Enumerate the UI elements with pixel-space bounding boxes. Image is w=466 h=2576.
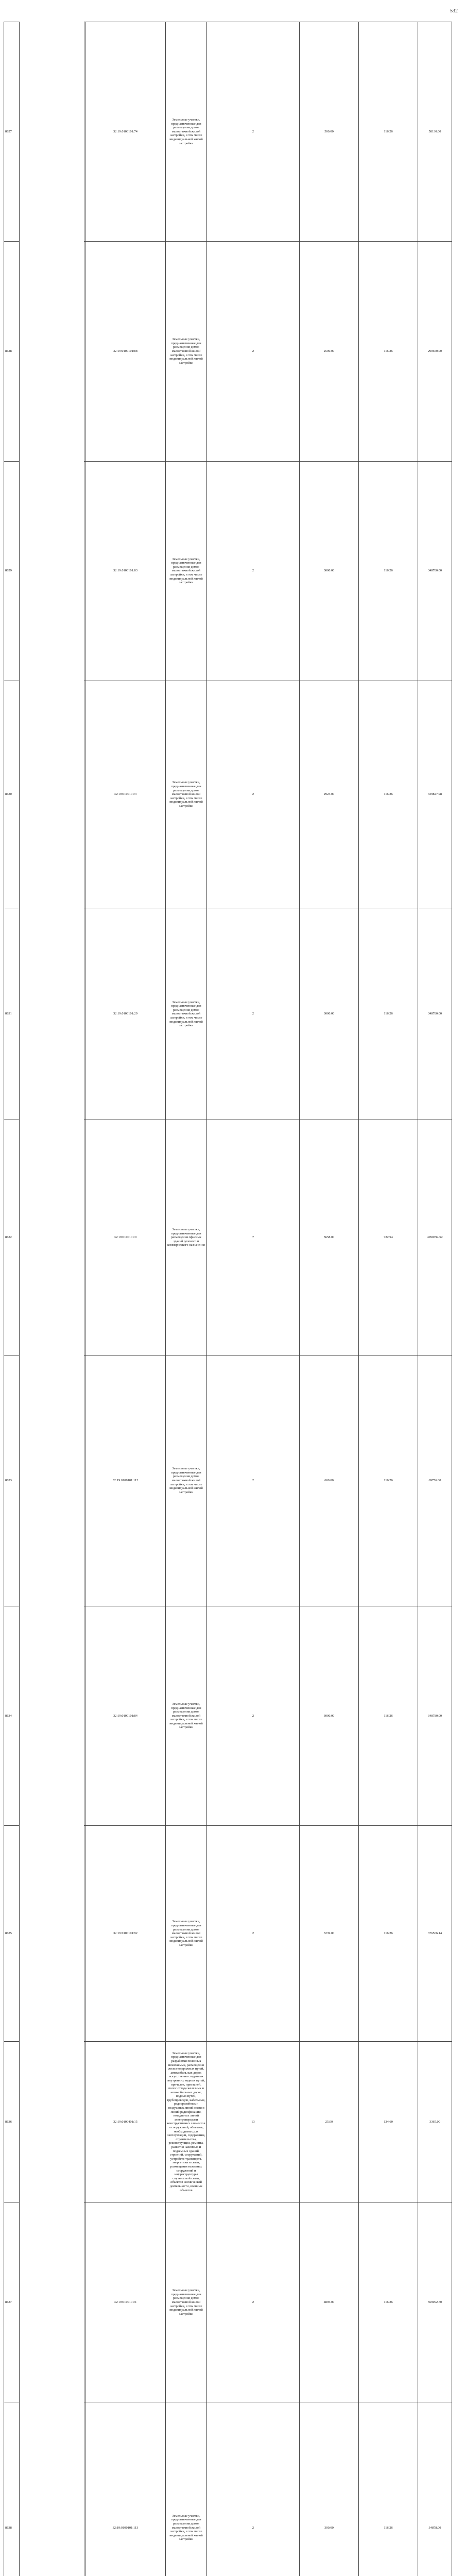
area-cell: 4895.00 [300,2202,359,2402]
table-row [4,2202,452,2402]
area-cell: 3000.00 [300,908,359,1120]
land-use-cell: Земельные участки, предназначенные для размещения домов малоэтажной жилой застройки, в том числе индивидуальной жилой застройки [166,1826,207,2042]
table-row [4,461,452,681]
category-cell: 2 [207,242,300,461]
cadastral-number-cell: 32:19:0100401:15 [85,2041,166,2202]
cadastral-number-cell: 32:19:0100101:92 [85,1826,166,2042]
table-row [4,1826,452,2042]
column-gap [20,1826,84,2042]
cadastral-value-cell: 348780.00 [418,461,452,681]
cadastral-number-cell: 32:19:0100101:3 [85,681,166,908]
category-cell: 7 [207,1120,300,1355]
cadastral-value-cell: 348780.00 [418,908,452,1120]
column-gap [20,461,84,681]
category-cell: 2 [207,461,300,681]
row-number: 8631 [4,908,20,1120]
column-gap [20,1120,84,1355]
column-gap [20,2041,84,2202]
cadastral-value-cell: 58130.00 [418,22,452,242]
category-cell: 13 [207,2041,300,2202]
cadastral-number-cell: 32:19:0100101:9 [85,1120,166,1355]
land-use-cell: Земельные участки, предназначенные для размещения домов малоэтажной жилой застройки, в том числе индивидуальной жилой застройки [166,908,207,1120]
land-use-cell: Земельные участки, предназначенные для размещения домов малоэтажной жилой застройки, в том числе индивидуальной жилой застройки [166,2202,207,2402]
category-cell: 2 [207,681,300,908]
rate-cell: 116.26 [359,908,418,1120]
rate-cell: 134.60 [359,2041,418,2202]
column-gap [20,1606,84,1825]
row-number: 8628 [4,242,20,461]
rate-cell: 116.26 [359,1355,418,1606]
table-row [4,2041,452,2202]
cadastral-number-cell: 32:19:0100101:83 [85,461,166,681]
land-use-cell: Земельные участки, предназначенные для размещения домов малоэтажной жилой застройки, в том числе индивидуальной жилой застройки [166,1355,207,1606]
row-number: 8637 [4,2202,20,2402]
category-cell: 2 [207,22,300,242]
table-row [4,908,452,1120]
column-gap [20,22,84,242]
rate-cell: 722.94 [359,1120,418,1355]
category-cell: 2 [207,1826,300,2042]
area-cell: 2923.00 [300,681,359,908]
area-cell: 2500.00 [300,242,359,461]
row-number: 8627 [4,22,20,242]
category-cell: 2 [207,908,300,1120]
cadastral-number-cell: 32:19:0100101:84 [85,1606,166,1825]
land-use-cell: Земельные участки, предназначенные для размещения домов малоэтажной жилой застройки, в том числе индивидуальной жилой застройки [166,681,207,908]
row-number: 8634 [4,1606,20,1825]
table-row [4,242,452,461]
area-cell: 3000.00 [300,461,359,681]
land-use-cell: Земельные участки, предназначенные для размещения домов малоэтажной жилой застройки, в том числе индивидуальной жилой застройки [166,242,207,461]
area-cell: 600.00 [300,1355,359,1606]
column-gap [20,681,84,908]
cadastral-number-cell: 32:19:0100101:113 [85,2402,166,2576]
column-gap [20,908,84,1120]
area-cell: 5658.00 [300,1120,359,1355]
land-use-cell: Земельные участки, предназначенные для размещения домов малоэтажной жилой застройки, в том числе индивидуальной жилой застройки [166,2402,207,2576]
column-gap [20,2402,84,2576]
category-cell: 2 [207,2202,300,2402]
cadastral-number-cell: 32:19:0100101:74 [85,22,166,242]
land-use-cell: Земельные участки, предназначенные для разработки полезных ископаемых, размещения железнодорожных путей, автомобильных дорог, искусственно созданных внутренних водных путей, причалов, пристаней, полос отвода железных и автомобильных дорог, водных путей, трубопроводов, кабельных, радиорелейных и воздушных линий связи и линий радиофикации, воздушных линий электропередачи конструктивных элементов и сооружений, объектов, необходимых для эксплуатации, содержания, строительства, реконструкции, ремонта, развития наземных и подземных зданий, строений, сооружений, устройств транспорта, энергетики и связи; размещения наземных сооружений и инфраструктуры спутниковой связи, объектов космической деятельности, военных объектов [166,2041,207,2202]
rate-cell: 116.26 [359,22,418,242]
area-cell: 25.00 [300,2041,359,2202]
row-number: 8633 [4,1355,20,1606]
land-use-cell: Земельные участки, предназначенные для размещения домов малоэтажной жилой застройки, в том числе индивидуальной жилой застройки [166,1606,207,1825]
cadastral-number-cell: 32:19:0100101:1 [85,2202,166,2402]
rate-cell: 116.26 [359,681,418,908]
land-use-cell: Земельные участки, предназначенные для размещения офисных зданий делового и коммерческого назначения [166,1120,207,1355]
table-row [4,1606,452,1825]
rate-cell: 116.26 [359,1606,418,1825]
cadastral-number-cell: 32:19:0100101:112 [85,1355,166,1606]
cadastral-value-table [4,22,452,2576]
row-number: 8629 [4,461,20,681]
row-number: 8638 [4,2402,20,2576]
column-gap [20,1355,84,1606]
table-row [4,681,452,908]
row-number: 8632 [4,1120,20,1355]
cadastral-number-cell: 32:19:0100101:29 [85,908,166,1120]
table-row [4,22,452,242]
rate-cell: 116.26 [359,461,418,681]
table-row [4,2402,452,2576]
rate-cell: 116.26 [359,2202,418,2402]
area-cell: 500.00 [300,22,359,242]
cadastral-value-cell: 339827.98 [418,681,452,908]
rate-cell: 116.26 [359,242,418,461]
cadastral-value-cell: 348780.00 [418,1606,452,1825]
cadastral-value-cell: 3365.00 [418,2041,452,2202]
cadastral-value-cell: 34878.00 [418,2402,452,2576]
cadastral-value-cell: 69756.00 [418,1355,452,1606]
cadastral-number-cell: 32:19:0100101:88 [85,242,166,461]
row-number: 8636 [4,2041,20,2202]
row-number: 8635 [4,1826,20,2042]
rate-cell: 116.26 [359,1826,418,2042]
column-gap [20,242,84,461]
area-cell: 3000.00 [300,1606,359,1825]
cadastral-value-cell: 4090394.52 [418,1120,452,1355]
row-number: 8630 [4,681,20,908]
cadastral-value-cell: 290650.00 [418,242,452,461]
table-body [4,22,452,2576]
page-number: 532 [450,8,458,14]
cadastral-value-cell: 569092.70 [418,2202,452,2402]
area-cell: 3239.00 [300,1826,359,2042]
rate-cell: 116.26 [359,2402,418,2576]
area-cell: 300.00 [300,2402,359,2576]
table-row [4,1355,452,1606]
table-row [4,1120,452,1355]
land-use-cell: Земельные участки, предназначенные для размещения домов малоэтажной жилой застройки, в том числе индивидуальной жилой застройки [166,461,207,681]
cadastral-value-cell: 376566.14 [418,1826,452,2042]
category-cell: 2 [207,2402,300,2576]
category-cell: 2 [207,1606,300,1825]
category-cell: 2 [207,1355,300,1606]
column-gap [20,2202,84,2402]
land-use-cell: Земельные участки, предназначенные для размещения домов малоэтажной жилой застройки, в том числе индивидуальной жилой застройки [166,22,207,242]
